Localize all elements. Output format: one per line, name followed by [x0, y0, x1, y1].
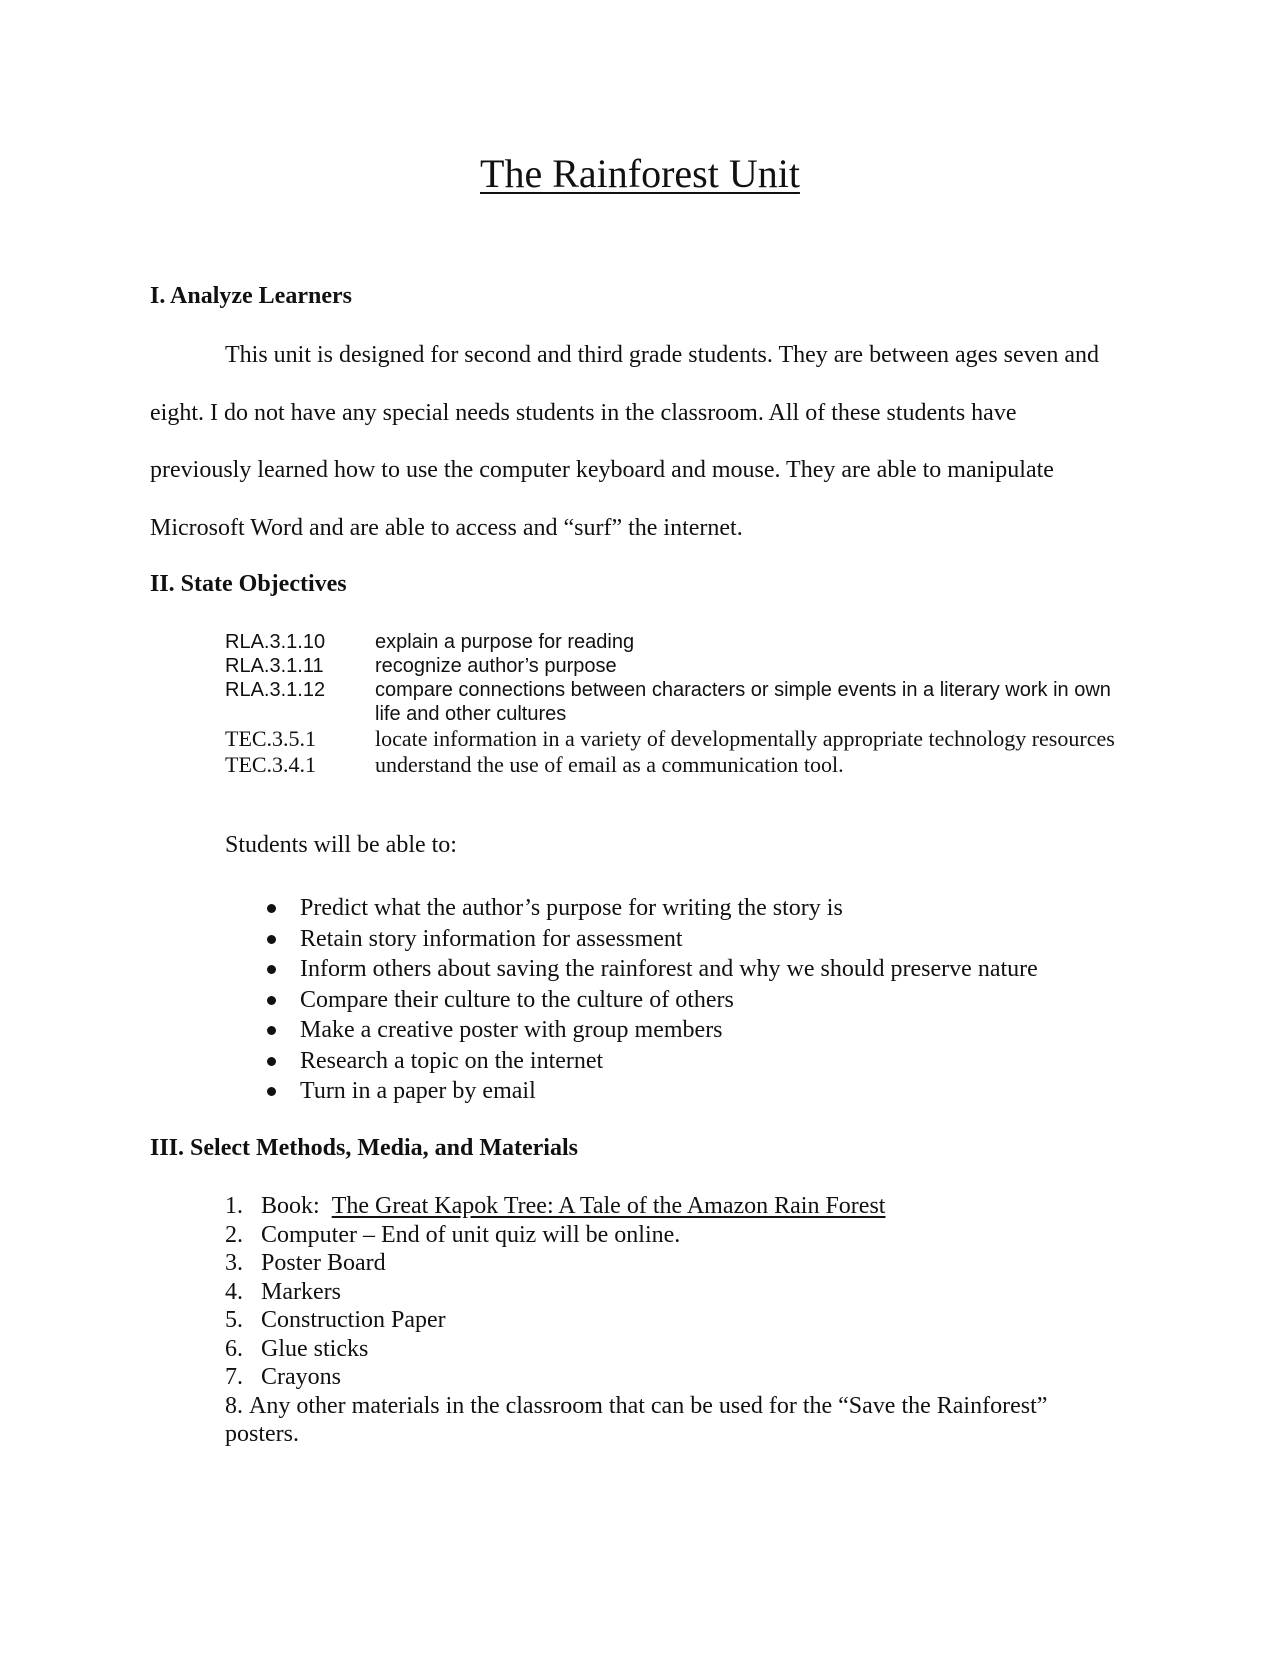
list-item-text: Compare their culture to the culture of others	[300, 986, 734, 1013]
list-item	[225, 1363, 1125, 1392]
list-item	[225, 1221, 1125, 1250]
list-number: 4.	[225, 1278, 243, 1305]
section-heading-analyze-learners: I. Analyze Learners	[150, 283, 352, 309]
list-item-text: Poster Board	[261, 1250, 386, 1276]
list-item-text: Glue sticks	[261, 1335, 369, 1362]
students-will-be-able-to: Students will be able to:	[225, 832, 457, 858]
list-item-text: Construction Paper	[261, 1307, 446, 1333]
objective-code: RLA.3.1.12	[225, 679, 326, 701]
objective-code: RLA.3.1.10	[225, 631, 326, 653]
list-item	[225, 1335, 1125, 1364]
bullet-icon	[267, 935, 276, 944]
list-number: 7.	[225, 1364, 243, 1390]
list-item	[225, 893, 1038, 924]
bullet-icon	[267, 904, 276, 913]
list-item-text: Computer – End of unit quiz will be online.	[261, 1221, 681, 1248]
bullet-icon	[267, 1087, 276, 1096]
materials-list	[225, 1192, 1125, 1449]
list-item	[225, 985, 1038, 1016]
list-item	[225, 1249, 1125, 1278]
objective-row	[225, 678, 1125, 726]
analyze-learners-text: This unit is designed for second and third grade students. They are between ages seven and eight. I do not have any special needs students in the classroom. All of these students have previously learned how to use the computer keyboard and mouse. They are able to manipulate Microsoft Word and are able to access and “surf” the internet.	[150, 342, 1099, 541]
list-item	[225, 1076, 1038, 1107]
analyze-learners-paragraph	[150, 327, 1120, 557]
list-item-text: Inform others about saving the rainforest and why we should preserve nature	[300, 956, 1038, 982]
list-number: 2.	[225, 1221, 243, 1248]
list-item	[225, 924, 1038, 955]
objectives-bullet-list	[225, 893, 1038, 1107]
list-item-text: Predict what the author’s purpose for writing the story is	[300, 895, 843, 921]
objective-row	[225, 654, 1125, 678]
list-item-text: Research a topic on the internet	[300, 1047, 604, 1074]
list-item	[225, 1306, 1125, 1335]
list-number: 5.	[225, 1307, 243, 1333]
list-item	[225, 1192, 1125, 1221]
list-item-text: Any other materials in the classroom that can be used for the “Save the Rainforest” posters.	[225, 1392, 1048, 1447]
list-number: 6.	[225, 1335, 243, 1362]
list-item	[225, 1046, 1038, 1077]
list-item-text: Turn in a paper by email	[300, 1078, 536, 1104]
bullet-icon	[267, 996, 276, 1005]
list-item	[225, 954, 1038, 985]
objective-text: recognize author’s purpose	[375, 655, 617, 677]
book-title: The Great Kapok Tree: A Tale of the Amazon Rain Forest	[331, 1193, 886, 1219]
list-item	[225, 1392, 1125, 1449]
objective-text: locate information in a variety of developmentally appropriate technology resources	[375, 726, 1115, 751]
objective-text: compare connections between characters or simple events in a literary work in own life and other cultures	[375, 679, 1111, 725]
bullet-icon	[267, 1026, 276, 1035]
objective-row	[225, 752, 1125, 778]
list-item-text: Markers	[261, 1278, 341, 1305]
section-heading-state-objectives: II. State Objectives	[150, 571, 347, 597]
list-number: 1.	[225, 1193, 243, 1219]
objectives-table	[225, 630, 1125, 778]
bullet-icon	[267, 1057, 276, 1066]
list-item-text: Make a creative poster with group members	[300, 1017, 723, 1043]
objective-code: TEC.3.4.1	[225, 752, 317, 777]
page-title: The Rainforest Unit	[480, 151, 800, 196]
list-number: 3.	[225, 1250, 243, 1276]
objective-text: understand the use of email as a communication tool.	[375, 752, 844, 777]
bullet-icon	[267, 965, 276, 974]
objective-text: explain a purpose for reading	[375, 631, 635, 653]
list-item	[225, 1015, 1038, 1046]
list-item-text: Retain story information for assessment	[300, 925, 683, 952]
list-item-text: Crayons	[261, 1364, 341, 1390]
objective-row	[225, 726, 1125, 752]
book-prefix: Book:	[261, 1193, 320, 1219]
objective-code: TEC.3.5.1	[225, 726, 317, 751]
section-heading-materials: III. Select Methods, Media, and Materials	[150, 1135, 578, 1161]
objective-row	[225, 630, 1125, 654]
list-number: 8.	[225, 1392, 243, 1419]
list-item	[225, 1278, 1125, 1307]
objective-code: RLA.3.1.11	[225, 655, 324, 677]
